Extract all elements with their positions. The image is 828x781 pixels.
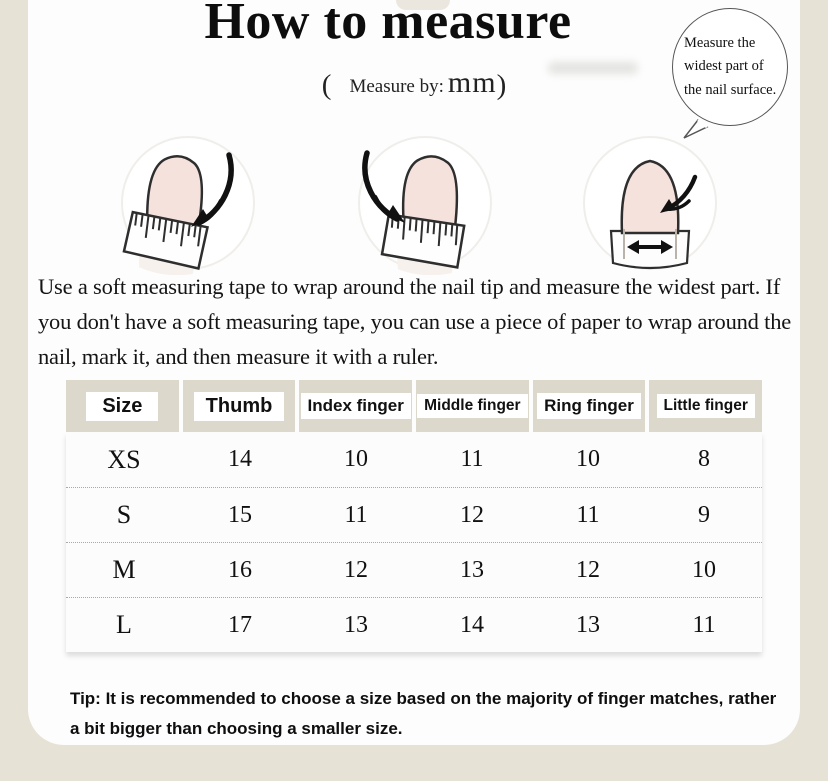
size-chart-table [66,380,762,652]
table-row-xs [66,432,762,487]
measure-tape-wrap-left-icon [345,133,505,275]
header-little-finger: Little finger [649,380,762,432]
table-row-l [66,597,762,652]
cell-value: 10 [344,446,368,472]
cell-value: 14 [460,611,484,638]
cell-value: 12 [576,556,600,583]
cell-value: 13 [576,611,600,638]
size-label: XS [107,444,141,474]
header-index-finger: Index finger [299,380,412,432]
cell-value: 10 [576,446,600,472]
page-title: How to measure [204,0,572,50]
cell-value: 11 [344,501,368,528]
unit-mm: mm [447,66,497,99]
cell-value: 8 [698,446,710,472]
header-size: Size [66,380,179,432]
header-thumb: Thumb [183,380,296,432]
cell-value: 17 [228,611,252,638]
size-label: S [116,500,132,529]
nail-width-arrow-icon [575,133,725,275]
cell-value: 14 [228,446,252,472]
size-label: M [112,555,136,584]
cell-value: 11 [576,501,600,528]
cell-value: 13 [344,611,368,638]
cell-value: 11 [692,611,716,638]
header-middle-finger: Middle finger [416,380,529,432]
tip-text: Tip: It is recommended to choose a size based on the majority of finger matches, rather a bit bigger than choosing a smaller size. [70,689,777,739]
measure-tape-wrap-right-icon [103,133,263,275]
instructions-text: Use a soft measuring tape to wrap around the nail tip and measure the widest part. If you don't have a soft measuring tape, you can use a piece of paper to wrap around the nail, mark it, and then measure it with a ruler. [38,274,792,369]
cell-value: 11 [460,446,484,472]
speech-bubble [672,8,788,126]
size-chart-body [66,432,762,652]
cell-value: 9 [698,501,710,528]
open-paren: ( [321,69,332,101]
header-ring-finger: Ring finger [533,380,646,432]
size-chart-header-row [66,380,762,432]
measure-by-label: Measure by: [349,76,444,97]
cell-value: 15 [228,501,252,528]
cell-value: 16 [228,556,252,583]
cell-value: 10 [692,556,716,583]
speech-bubble-text: Measure the widest part of the nail surface. [684,34,777,98]
cell-value: 13 [460,556,484,583]
table-row-s [66,487,762,542]
table-row-m [66,542,762,597]
size-label: L [116,610,132,639]
close-paren: ) [496,69,507,101]
cell-value: 12 [344,556,368,583]
measure-guide-card [28,0,800,745]
cell-value: 12 [460,501,484,528]
